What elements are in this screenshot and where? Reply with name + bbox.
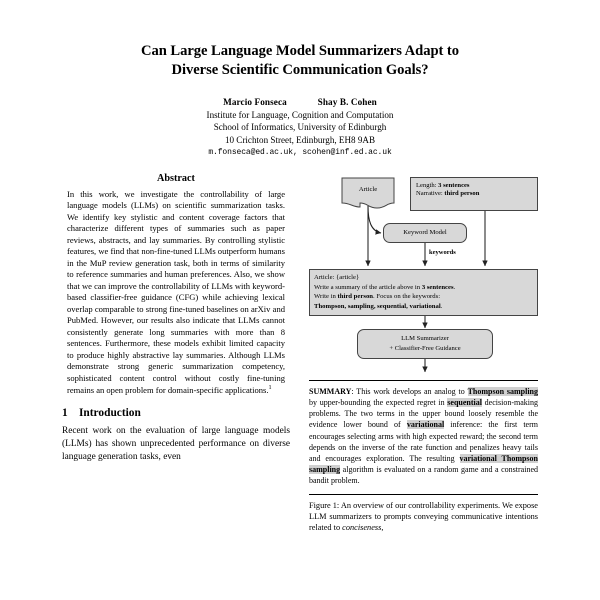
summary-seg-2: by upper-bounding the expected regret in (309, 398, 448, 408)
abstract-body-text: In this work, we investigate the controllability of large language models (LLMs) on scientific summarization tasks. We identify key stylistic and content coverage factors that characterize different types of summaries such as paper reviews, abstracts, and lay summaries. By controlling stylistic features, we find that non-fine-tuned LLMs outperform humans in the MuP review generation task, both in terms of similarity to reference summaries and human preferences. Also, we show that we can improve the controllability of LLMs with keyword-based classifier-free guidance (CFG) while achieving lexical overlap comparable to strong fine-tuned baselines on arXiv and PubMed. However, our results also indicate that LLMs cannot consistently generate long summaries with more than 8 sentences. Furthermore, these models exhibit limited capacity to produce highly abstractive lay summaries. Although LLMs demonstrate strong generic summarization competency, sophisticated content control without costly fine-tuning remains an open problem for domain-specific applications. (67, 188, 285, 395)
prompt-line-4 (314, 302, 533, 312)
author-list (62, 97, 538, 107)
prompt-line-3-post: . Focus on the keywords: (373, 293, 441, 301)
prompt-line-3 (314, 292, 533, 302)
affiliation-line-1: Institute for Language, Cognition and Computation (206, 109, 394, 120)
prompt-line-2-post: . (453, 283, 456, 291)
figure-caption-post: , (381, 523, 384, 533)
keyword-model-label: Keyword Model (403, 228, 447, 236)
pipeline-diagram (309, 173, 538, 373)
summary-highlight-1: Thompson sampling (467, 386, 538, 396)
section-heading-introduction (62, 407, 290, 419)
figure-caption (309, 500, 538, 534)
prompt-line-3-bold: third person (337, 293, 374, 301)
caption-top-rule (309, 494, 538, 495)
article-node-label: Article (358, 185, 378, 193)
summary-text (309, 386, 538, 487)
summary-lead-label: SUMMARY (309, 386, 352, 396)
section-title: Introduction (79, 407, 141, 420)
keywords-edge-label: keywords (429, 248, 456, 256)
llm-summarizer-subtitle: + Classifier-Free Guidance (389, 344, 461, 352)
prompt-line-1: Article: {article} (314, 274, 360, 282)
title-line-1: Can Large Language Model Summarizers Adapt to (141, 43, 459, 59)
right-column (309, 173, 538, 533)
summary-seg-4: inference: the first term encourages selecting arms with high expected reward; the second term depends on the inverse of the rate function and penalizes heavy tails and encourages exploration. The resulting (309, 420, 538, 464)
llm-summarizer-box (357, 329, 493, 359)
prompt-line-4-post: . (440, 302, 443, 310)
summary-seg-1: : This work develops an analog to (351, 386, 468, 396)
figure-caption-text: An overview of our controllability experiments. We expose LLM summarizers to prompts conveying communicative intentions related to (309, 500, 538, 533)
abstract-text (62, 189, 290, 397)
figure-1 (309, 173, 538, 533)
introduction-text: Recent work on the evaluation of large language models (LLMs) has shown unprecedented performance on diverse language generation tasks, even (62, 426, 290, 462)
prompt-line-2-bold: 3 sentences (421, 283, 454, 291)
page-title (62, 42, 538, 81)
figure-caption-label: Figure 1: (309, 500, 340, 510)
prompt-template-box (309, 269, 538, 317)
affiliation-line-2: School of Informatics, University of Edinburgh (213, 122, 387, 133)
control-length-value: 3 sentences (438, 181, 470, 189)
summary-highlight-3: variational (406, 420, 445, 430)
prompt-line-3-pre: Write in (314, 293, 338, 301)
prompt-line-2-pre: Write a summary of the article above in (314, 283, 422, 291)
affiliation-line-3: 10 Crichton Street, Edinburgh, EH8 9AB (224, 134, 376, 145)
control-length-label: Length: (416, 181, 437, 189)
summary-highlight-2: sequential (447, 398, 482, 408)
summary-seg-5: algorithm is evaluated on a random game and a constrained bandit problem. (309, 465, 538, 486)
summary-top-rule (309, 380, 538, 381)
title-line-2: Diverse Scientific Communication Goals? (171, 62, 429, 79)
figure-caption-italic: conciseness (342, 523, 382, 533)
summary-highlight-4: variational Thompson sampling (309, 454, 538, 475)
abstract-footnote-marker: 1 (268, 384, 272, 392)
prompt-line-4-bold: Thompson, sampling, sequential, variational (314, 302, 441, 310)
left-column (62, 173, 290, 463)
summary-seg-3: decision-making problems. The two terms in the upper bound loosely resemble the evidence lower bound of (309, 398, 539, 430)
prompt-line-2 (314, 283, 533, 293)
author-1: Marcio Fonseca (223, 96, 287, 107)
author-2: Shay B. Cohen (317, 96, 377, 107)
section-number: 1 (62, 407, 68, 420)
control-narrative-value: third person (444, 190, 480, 198)
author-emails: m.fonseca@ed.ac.uk, scohen@inf.ed.ac.uk (208, 147, 392, 157)
abstract-heading: Abstract (157, 172, 195, 184)
llm-summarizer-title: LLM Summarizer (401, 335, 449, 343)
two-column-body (62, 173, 538, 533)
control-narrative-label: Narrative: (416, 190, 443, 198)
